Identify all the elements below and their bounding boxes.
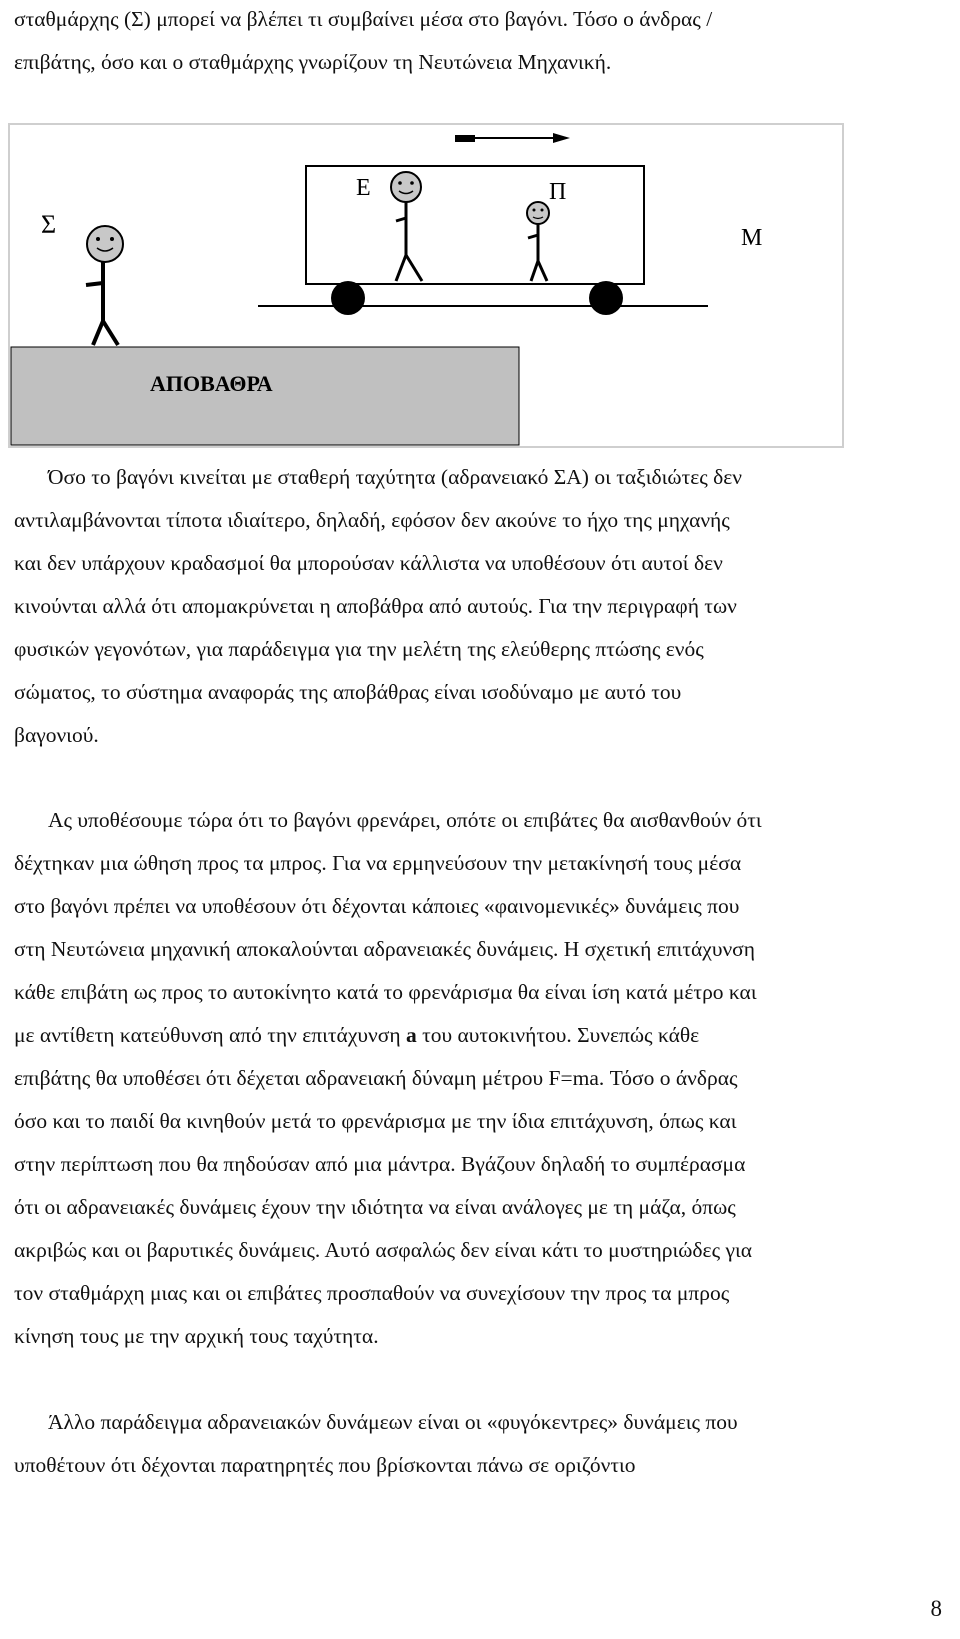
p2-line-1: Ας υποθέσουμε τώρα ότι το βαγόνι φρενάρει, οπότε οι επιβάτες θα αισθανθούν ότι (48, 808, 762, 832)
wagon-wheel-left (331, 281, 365, 315)
p2-line-3: στο βαγόνι πρέπει να υποθέσουν ότι δέχονται κάποιες «φαινομενικές» δυνάμεις που (14, 894, 740, 918)
train-diagram (8, 123, 844, 448)
label-stationmaster: Σ (41, 210, 57, 239)
platform (11, 347, 519, 445)
p1-line-4: κινούνται αλλά ότι απομακρύνεται η αποβάθρα από αυτούς. Για την περιγραφή των (14, 594, 737, 618)
p3-line-2: υποθέτουν ότι δέχονται παρατηρητές που βρίσκονται πάνω σε οριζόντιο (14, 1453, 636, 1477)
label-child: Π (549, 179, 567, 205)
label-ground: Μ (741, 225, 763, 251)
p1-line-1: Όσο το βαγόνι κινείται με σταθερή ταχύτητα (αδρανειακό ΣΑ) οι ταξιδιώτες δεν (48, 465, 743, 489)
p1-line-5: φυσικών γεγονότων, για παράδειγμα για την μελέτη της ελεύθερης πτώσης ενός (14, 637, 704, 661)
p2-line-11: ακριβώς και οι βαρυτικές δυνάμεις. Αυτό ασφαλώς δεν είναι κάτι το μυστηριώδες για (14, 1238, 753, 1262)
p2-line-12: τον σταθμάρχη μιας και οι επιβάτες προσπαθούν να συνεχίσουν την προς τα μπρος (14, 1281, 730, 1305)
intro-line-2: επιβάτης, όσο και ο σταθμάρχης γνωρίζουν τη Νευτώνεια Μηχανική. (14, 50, 612, 74)
p2-line-5: κάθε επιβάτη ως προς το αυτοκίνητο κατά το φρενάρισμα θα είναι ίση κατά μέτρο και (14, 980, 757, 1004)
p2-line-6-start: με αντίθετη κατεύθυνση από την επιτάχυνση (14, 1023, 406, 1047)
p2-line-7: επιβάτης θα υποθέσει ότι δέχεται αδρανειακή δύναμη μέτρου F=ma. Τόσο ο άνδρας (14, 1066, 738, 1090)
p2-line-4: στη Νευτώνεια μηχανική αποκαλούνται αδρανειακές δυνάμεις. Η σχετική επιτάχυνση (14, 937, 756, 961)
p3-line-1: Άλλο παράδειγμα αδρανειακών δυνάμεων είναι οι «φυγόκεντρες» δυνάμεις που (48, 1410, 738, 1434)
p2-line-13: κίνηση τους με την αρχική τους ταχύτητα. (14, 1324, 379, 1348)
p2-line-6-end: του αυτοκινήτου. Συνεπώς κάθε (416, 1023, 700, 1047)
acceleration-symbol: a (405, 1023, 417, 1047)
p2-line-10: ότι οι αδρανειακές δυνάμεις έχουν την ιδιότητα να είναι ανάλογες με τη μάζα, όπως (14, 1195, 736, 1219)
label-passenger: Ε (356, 175, 371, 201)
p1-line-2: αντιλαμβάνονται τίποτα ιδιαίτερο, δηλαδή, εφόσον δεν ακούνε το ήχο της μηχανής (14, 508, 730, 532)
p1-line-7: βαγονιού. (14, 723, 99, 747)
p2-line-8: όσο και το παιδί θα κινηθούν μετά το φρενάρισμα με την ίδια επιτάχυνση, όπως και (14, 1109, 737, 1133)
p2-line-9: στην περίπτωση που θα πηδούσαν από μια μάντρα. Βγάζουν δηλαδή το συμπέρασμα (14, 1152, 746, 1176)
p1-line-3: και δεν υπάρχουν κραδασμοί θα μπορούσαν κάλλιστα να υποθέσουν ότι αυτοί δεν (14, 551, 723, 575)
p1-line-6: σώματος, το σύστημα αναφοράς της αποβάθρας είναι ισοδύναμο με αυτό του (14, 680, 682, 704)
wagon-wheel-right (589, 281, 623, 315)
p2-line-6 (14, 1022, 699, 1048)
page-number: 8 (930, 1596, 942, 1621)
intro-line-1: σταθμάρχης (Σ) μπορεί να βλέπει τι συμβαίνει μέσα στο βαγόνι. Τόσο ο άνδρας / (14, 7, 713, 31)
platform-label: ΑΠΟΒΑΘΡΑ (150, 371, 273, 396)
p2-line-2: δέχτηκαν μια ώθηση προς τα μπρος. Για να ερμηνεύσουν την μετακίνησή τους μέσα (14, 851, 742, 875)
